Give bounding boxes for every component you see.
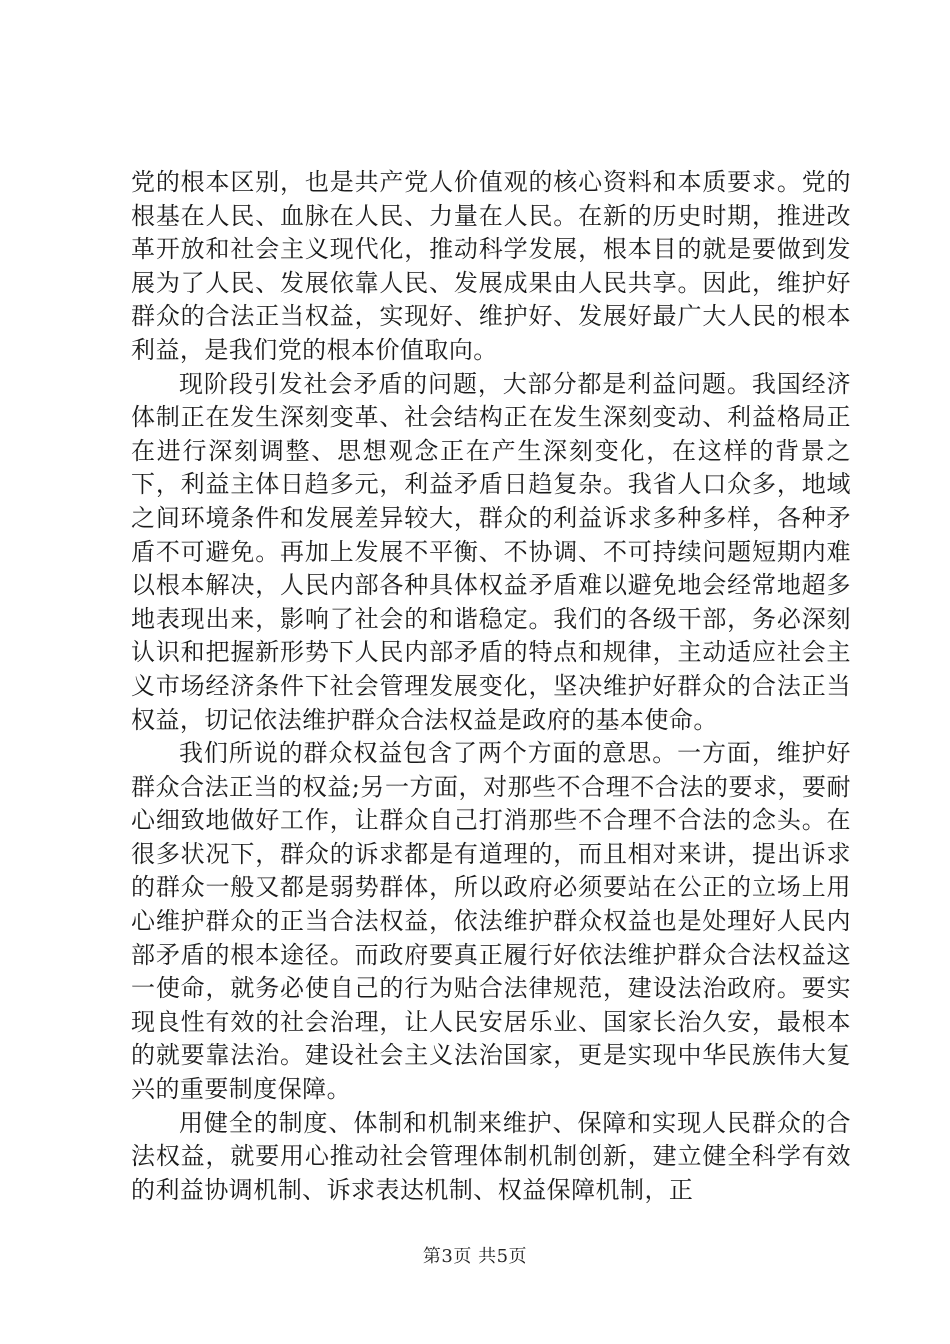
paragraph-2: 现阶段引发社会矛盾的问题，大部分都是利益问题。我国经济体制正在发生深刻变革、社会结构正在发生深刻变动、利益格局正在进行深刻调整、思想观念正在产生深刻变化，在这样的背景之下，利益主体日趋多元，利益矛盾日趋复杂。我省人口众多，地域之间环境条件和发展差异较大，群众的利益诉求多种多样，各种矛盾不可避免。再加上发展不平衡、不协调、不可持续问题短期内难以根本解决，人民内部各种具体权益矛盾难以避免地会经常地超多地表现出来，影响了社会的和谐稳定。我们的各级干部，务必深刻认识和把握新形势下人民内部矛盾的特点和规律，主动适应社会主义市场经济条件下社会管理发展变化，坚决维护好群众的合法正当权益，切记依法维护群众合法权益是政府的基本使命。 [131,369,851,734]
paragraph-4: 用健全的制度、体制和机制来维护、保障和实现人民群众的合法权益，就要用心推动社会管理体制机制创新，建立健全科学有效的利益协调机制、诉求表达机制、权益保障机制，正 [131,1108,851,1204]
page-number-footer: 第3页 共5页 [422,1246,528,1267]
paragraph-3: 我们所说的群众权益包含了两个方面的意思。一方面，维护好群众合法正当的权益;另一方面，对那些不合理不合法的要求，要耐心细致地做好工作，让群众自己打消那些不合理不合法的念头。在很多状况下，群众的诉求都是有道理的，而且相对来讲，提出诉求的群众一般又都是弱势群体，所以政府必须要站在公正的立场上用心维护群众的正当合法权益，依法维护群众权益也是处理好人民内部矛盾的根本途径。而政府要真正履行好依法维护群众合法权益这一使命，就务必使自己的行为贴合法律规范，建设法治政府。要实现良性有效的社会治理，让人民安居乐业、国家长治久安，最根本的就要靠法治。建设社会主义法治国家，更是实现中华民族伟大复兴的重要制度保障。 [131,739,851,1104]
document-body [131,166,851,1207]
paragraph-1: 党的根本区别，也是共产党人价值观的核心资料和本质要求。党的根基在人民、血脉在人民、力量在人民。在新的历史时期，推进改革开放和社会主义现代化，推动科学发展，根本目的就是要做到发展为了人民、发展依靠人民、发展成果由人民共享。因此，维护好群众的合法正当权益，实现好、维护好、发展好最广大人民的根本利益，是我们党的根本价值取向。 [131,168,851,364]
